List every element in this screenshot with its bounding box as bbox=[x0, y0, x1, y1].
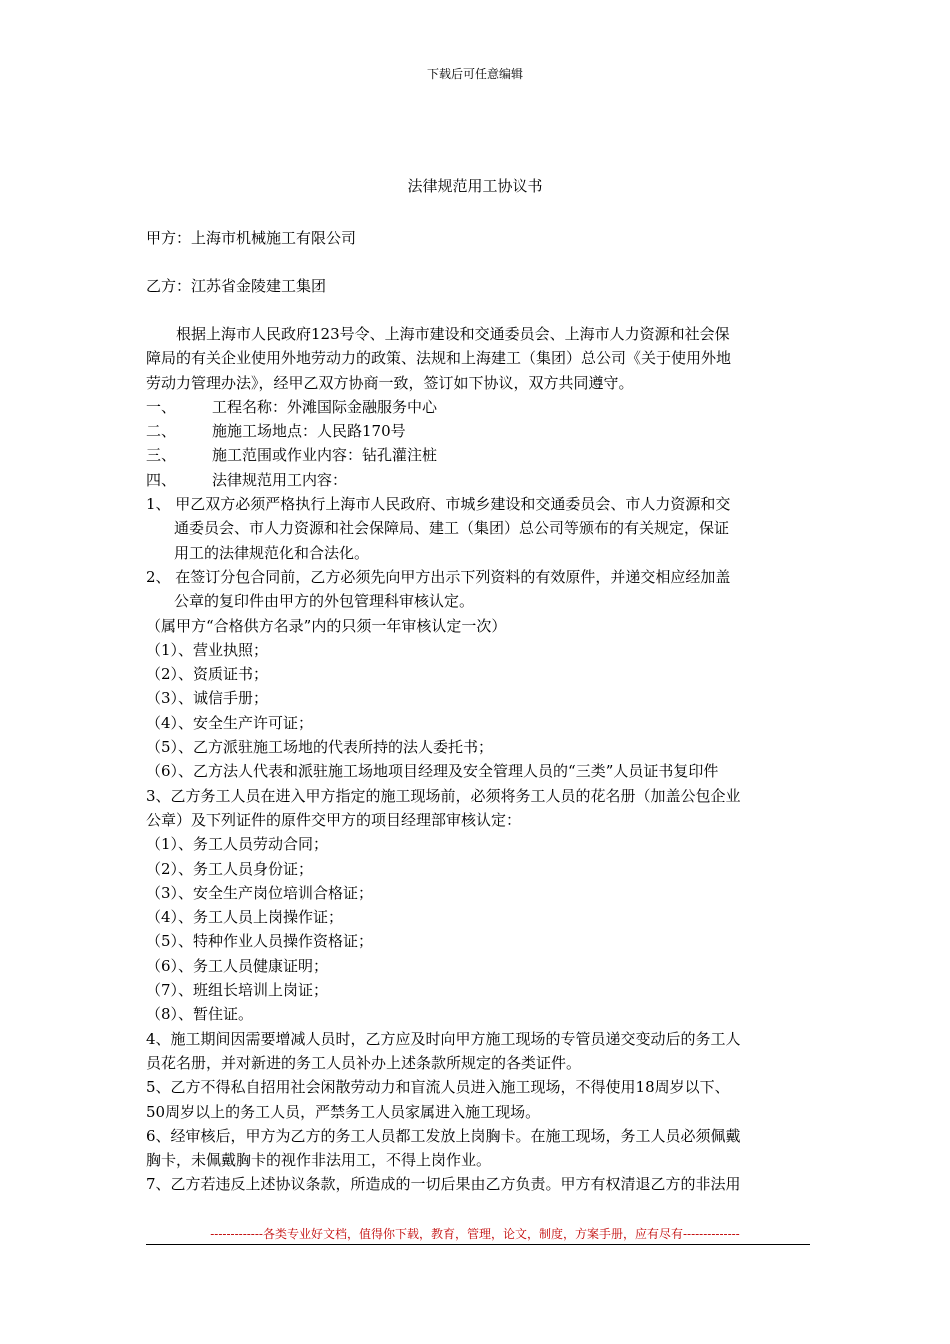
party-a: 甲方：上海市机械施工有限公司 bbox=[146, 229, 357, 247]
agreement-body bbox=[146, 322, 810, 1197]
clause-3-item: （8）、暂住证。 bbox=[146, 1005, 254, 1024]
section-text: 法律规范用工内容： bbox=[212, 470, 348, 489]
intro-line: 根据上海市人民政府123号令、上海市建设和交通委员会、上海市人力资源和社会保 bbox=[176, 325, 730, 343]
section-line bbox=[146, 419, 810, 443]
clause-5-line: 5、乙方不得私自招用社会闲散劳动力和盲流人员进入施工现场，不得使用18周岁以下、 bbox=[146, 1078, 730, 1097]
section-line bbox=[146, 468, 810, 492]
clause-7-line: 7、乙方若违反上述协议条款，所造成的一切后果由乙方负责。甲方有权清退乙方的非法用 bbox=[146, 1175, 741, 1194]
section-number: 四、 bbox=[146, 470, 177, 489]
intro-line: 劳动力管理办法》，经甲乙双方协商一致，签订如下协议，双方共同遵守。 bbox=[146, 373, 634, 392]
document-title: 法律规范用工协议书 bbox=[407, 177, 543, 195]
clause-6-line: 胸卡，未佩戴胸卡的视作非法用工，不得上岗作业。 bbox=[146, 1151, 492, 1170]
clause-3-item: （4）、务工人员上岗操作证； bbox=[146, 908, 344, 927]
clause-4-line: 员花名册，并对新进的务工人员补办上述条款所规定的各类证件。 bbox=[146, 1053, 582, 1072]
clause-5-line: 50周岁以上的务工人员，严禁务工人员家属进入施工现场。 bbox=[146, 1102, 541, 1121]
footer-banner: -------------各类专业好文档，值得你下载，教育，管理，论文，制度，方案手册，应有尽有-------------- bbox=[210, 1227, 740, 1241]
clause-2-item: （3）、诚信手册； bbox=[146, 689, 269, 708]
clause-2-item: （6）、乙方法人代表和派驻施工场地项目经理及安全管理人员的“三类”人员证书复印件 bbox=[146, 762, 719, 781]
section-text: 工程名称：外滩国际金融服务中心 bbox=[212, 397, 438, 416]
clause-2-item: （1）、营业执照； bbox=[146, 640, 269, 659]
clause-2-line: 2、 在签订分包合同前，乙方必须先向甲方出示下列资料的有效原件，并递交相应经加盖 bbox=[146, 567, 731, 586]
clause-3-item: （3）、安全生产岗位培训合格证； bbox=[146, 883, 374, 902]
section-text: 施施工场地点：人民路170号 bbox=[212, 422, 406, 441]
clause-3-item: （6）、务工人员健康证明； bbox=[146, 956, 329, 975]
clause-2-line: 公章的复印件由甲方的外包管理科审核认定。 bbox=[174, 592, 475, 611]
intro-line: 障局的有关企业使用外地劳动力的政策、法规和上海建工（集团）总公司《关于使用外地 bbox=[146, 349, 732, 368]
clause-3-line: 公章）及下列证件的原件交甲方的项目经理部审核认定： bbox=[146, 810, 522, 829]
clause-1-line: 通委员会、市人力资源和社会保障局、建工（集团）总公司等颁布的有关规定，保证 bbox=[174, 519, 730, 538]
clause-3-item: （7）、班组长培训上岗证； bbox=[146, 981, 329, 1000]
section-number: 二、 bbox=[146, 422, 177, 441]
clause-3-item: （1）、务工人员劳动合同； bbox=[146, 835, 329, 854]
party-b: 乙方：江苏省金陵建工集团 bbox=[146, 277, 327, 295]
clause-1-line: 用工的法律规范化和合法化。 bbox=[174, 543, 370, 562]
section-text: 施工范围或作业内容：钻孔灌注桩 bbox=[212, 446, 438, 465]
clause-3-item: （5）、特种作业人员操作资格证； bbox=[146, 932, 374, 951]
clause-3-line: 3、乙方务工人员在进入甲方指定的施工现场前，必须将务工人员的花名册（加盖公包企业 bbox=[146, 786, 741, 805]
header-note: 下载后可任意编辑 bbox=[426, 67, 523, 81]
clause-2-item: （5）、乙方派驻施工场地的代表所持的法人委托书； bbox=[146, 738, 494, 757]
clause-4-line: 4、施工期间因需要增减人员时，乙方应及时向甲方施工现场的专管员递交变动后的务工人 bbox=[146, 1029, 741, 1048]
clause-2-item: （4）、安全生产许可证； bbox=[146, 713, 314, 732]
clause-2-note: （属甲方“合格供方名录”内的只须一年审核认定一次） bbox=[146, 616, 507, 635]
section-line bbox=[146, 395, 810, 419]
footer-rule bbox=[146, 1244, 810, 1245]
section-line bbox=[146, 443, 810, 467]
clause-2-item: （2）、资质证书； bbox=[146, 665, 269, 684]
clause-3-item: （2）、务工人员身份证； bbox=[146, 859, 314, 878]
clause-1-line: 1、 甲乙双方必须严格执行上海市人民政府、市城乡建设和交通委员会、市人力资源和交 bbox=[146, 495, 731, 514]
clause-6-line: 6、经审核后，甲方为乙方的务工人员都工发放上岗胸卡。在施工现场，务工人员必须佩戴 bbox=[146, 1126, 741, 1145]
section-number: 三、 bbox=[146, 446, 177, 465]
section-number: 一、 bbox=[146, 397, 177, 416]
